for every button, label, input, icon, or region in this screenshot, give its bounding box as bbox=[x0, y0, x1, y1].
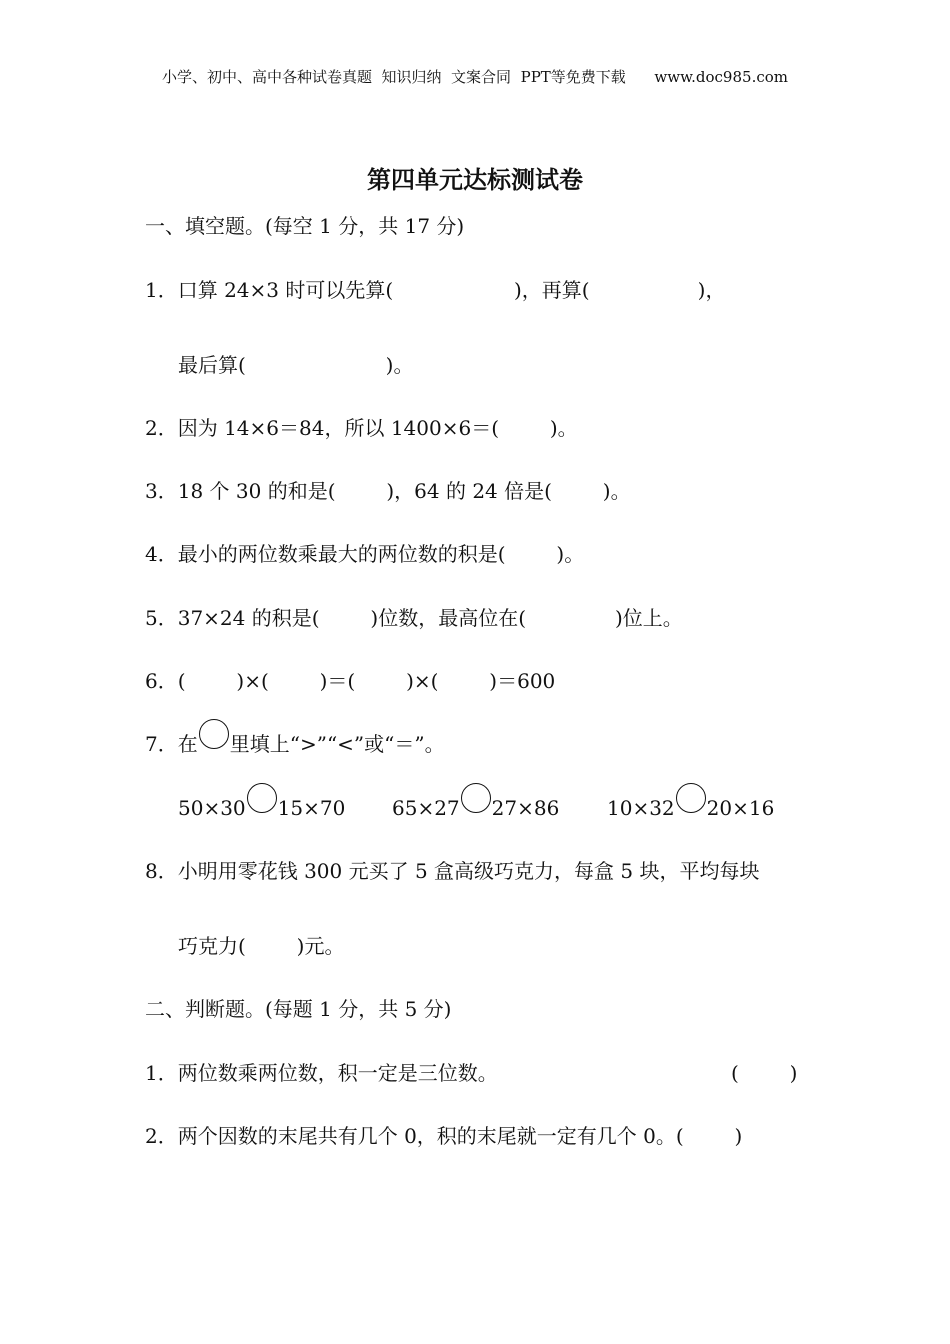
q1-line1: 1．口算 24×3 时可以先算( )，再算( )， bbox=[145, 278, 726, 302]
q8-line1: 8．小明用零花钱 300 元买了 5 盒高级巧克力，每盒 5 块，平均每块 bbox=[145, 859, 760, 883]
q7-item-2-left: 65×27 bbox=[392, 796, 460, 820]
compare-circle-icon[interactable] bbox=[461, 783, 491, 813]
compare-circle-icon[interactable] bbox=[247, 783, 277, 813]
judge-q2: 2．两个因数的末尾共有几个 0，积的末尾就一定有几个 0。( ) bbox=[145, 1124, 743, 1148]
q7-instruction bbox=[145, 730, 445, 761]
q7-pre: 7．在 bbox=[145, 732, 198, 756]
section2-heading: 二、判断题。(每题 1 分，共 5 分) bbox=[145, 997, 452, 1021]
q7-item-2-right: 27×86 bbox=[491, 796, 560, 820]
q8-line2: 巧克力( )元。 bbox=[178, 934, 345, 958]
judge-q1: 1．两位数乘两位数，积一定是三位数。 bbox=[145, 1061, 498, 1085]
q7-item-3 bbox=[607, 794, 774, 825]
q6: 6．( )×( )＝( )×( )＝600 bbox=[145, 669, 556, 693]
q7-item-3-right: 20×16 bbox=[706, 796, 775, 820]
q7-item-1-left: 50×30 bbox=[178, 796, 246, 820]
q2: 2．因为 14×6＝84，所以 1400×6＝( )。 bbox=[145, 416, 578, 440]
q1-line2: 最后算( )。 bbox=[178, 353, 414, 377]
page-header: 小学、初中、高中各种试卷真题 知识归纳 文案合同 PPT等免费下载 www.doc985.com bbox=[161, 68, 788, 86]
compare-circle-icon[interactable] bbox=[676, 783, 706, 813]
q5: 5．37×24 的积是( )位数，最高位在( )位上。 bbox=[145, 606, 683, 630]
section1-heading: 一、填空题。(每空 1 分，共 17 分) bbox=[145, 214, 465, 238]
q4: 4．最小的两位数乘最大的两位数的积是( )。 bbox=[145, 542, 585, 566]
q7-item-2 bbox=[392, 794, 559, 825]
q7-item-3-left: 10×32 bbox=[607, 796, 675, 820]
q7-post: 里填上“>”“<”或“＝”。 bbox=[229, 732, 445, 756]
q7-item-1-right: 15×70 bbox=[277, 796, 346, 820]
q3: 3．18 个 30 的和是( )，64 的 24 倍是( )。 bbox=[145, 479, 631, 503]
compare-circle-icon bbox=[199, 719, 229, 749]
page-title: 第四单元达标测试卷 bbox=[367, 166, 583, 194]
q7-item-1 bbox=[178, 794, 345, 825]
judge-q1-blank[interactable]: ( ) bbox=[731, 1061, 798, 1085]
